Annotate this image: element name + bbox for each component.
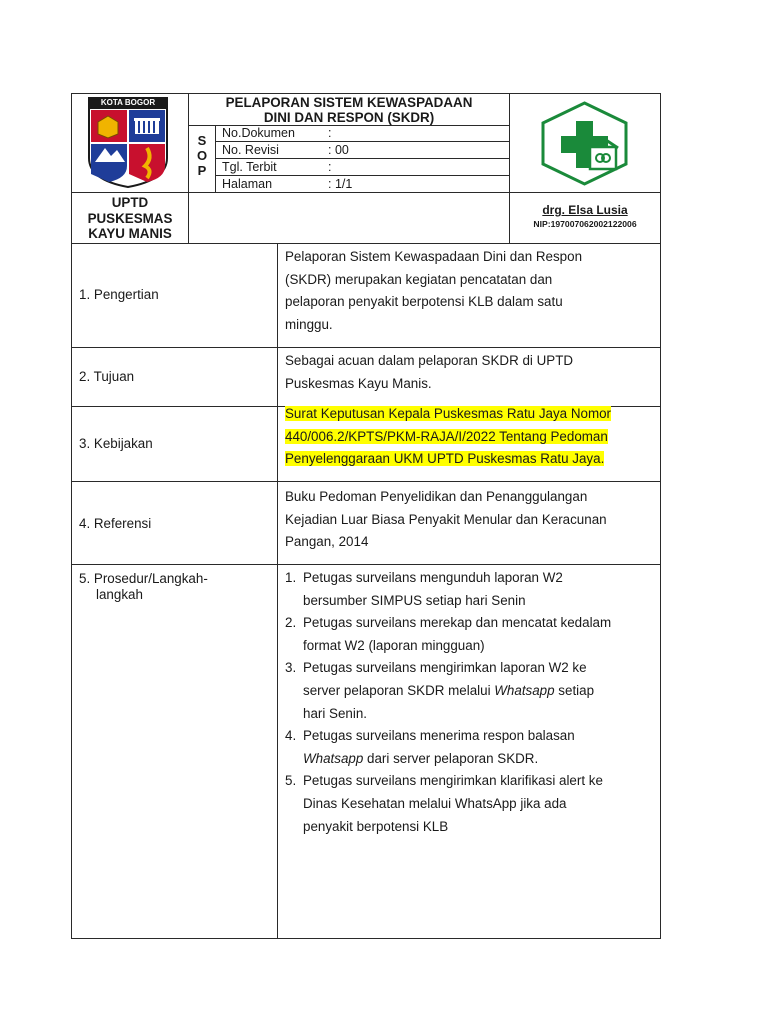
kota-bogor-crest: [87, 96, 169, 188]
label-line-2: langkah: [96, 586, 143, 602]
org-line-1: UPTD: [111, 195, 149, 210]
step-line: Petugas surveilans menerima respon balasan: [303, 728, 575, 744]
sop-label: [189, 133, 215, 178]
section-label-referensi: 4. Referensi: [79, 516, 152, 531]
section-content-tujuan: [285, 350, 573, 395]
signatory-nip: NIP:197007062002122006: [533, 219, 637, 229]
sop-letter-s: S: [197, 133, 207, 148]
puskesmas-emblem: [540, 101, 629, 186]
step-line: Dinas Kesehatan melalui WhatsApp jika ada: [303, 795, 567, 811]
procedure-step: [285, 725, 611, 770]
label-line-1: 5. Prosedur/Langkah-: [79, 571, 208, 586]
step-number: 2.: [285, 615, 297, 631]
step-italic-text: Whatsapp: [494, 682, 555, 698]
highlighted-line: 440/006.2/KPTS/PKM-RAJA/I/2022 Tentang Pedoman: [285, 428, 608, 444]
procedure-list: [285, 567, 611, 838]
step-line: Petugas surveilans mengirimkan laporan W2 ke: [303, 660, 587, 676]
crest-city-label: KOTA BOGOR: [100, 98, 156, 107]
organization-name: [72, 195, 188, 242]
meta-value-tgl-terbit: :: [328, 160, 332, 174]
content-line: Sebagai acuan dalam pelaporan SKDR di UPTD: [285, 353, 574, 368]
content-line: Puskesmas Kayu Manis.: [285, 375, 432, 391]
meta-label-no-revisi: No. Revisi: [222, 143, 279, 157]
step-line: Petugas surveilans merekap dan mencatat kedalam: [303, 615, 612, 631]
meta-label-halaman: Halaman: [222, 177, 273, 191]
signatory-name: drg. Elsa Lusia: [542, 203, 628, 217]
content-line: Buku Pedoman Penyelidikan dan Penanggulangan: [285, 489, 588, 504]
step-number: 1.: [285, 570, 297, 585]
title-line-2: DINI DAN RESPON (SKDR): [263, 110, 435, 125]
sop-letter-p: P: [197, 163, 207, 178]
step-line: format W2 (laporan mingguan): [303, 637, 485, 653]
procedure-step: [285, 770, 611, 838]
meta-value-no-dokumen: :: [328, 126, 332, 140]
section-label-prosedur: [79, 571, 208, 602]
section-label-tujuan: 2. Tujuan: [79, 369, 135, 384]
procedure-step: [285, 657, 611, 725]
section-label-pengertian: 1. Pengertian: [79, 287, 159, 302]
content-line: Pelaporan Sistem Kewaspadaan Dini dan Respon: [285, 249, 583, 264]
step-text: server pelaporan SKDR melalui: [303, 682, 495, 698]
highlighted-line: Surat Keputusan Kepala Puskesmas Ratu Jaya Nomor: [285, 406, 612, 421]
step-number: 5.: [285, 773, 297, 789]
procedure-step: [285, 567, 611, 612]
step-line: bersumber SIMPUS setiap hari Senin: [303, 592, 526, 608]
step-number: 4.: [285, 728, 297, 744]
step-line: hari Senin.: [303, 705, 368, 721]
sop-letter-o: O: [196, 148, 208, 163]
document-title: [189, 95, 509, 125]
meta-label-no-dokumen: No.Dokumen: [222, 126, 295, 140]
org-line-2: PUSKESMAS: [87, 210, 173, 226]
content-line: pelaporan penyakit berpotensi KLB dalam satu: [285, 294, 563, 310]
step-line: Petugas surveilans mengirimkan klarifikasi alert ke: [303, 773, 603, 789]
highlighted-line: Penyelenggaraan UKM UPTD Puskesmas Ratu Jaya.: [285, 451, 605, 467]
meta-label-tgl-terbit: Tgl. Terbit: [222, 160, 277, 174]
section-content-referensi: [285, 486, 607, 554]
meta-value-no-revisi: : 00: [328, 143, 349, 157]
step-number: 3.: [285, 660, 297, 676]
title-line-1: PELAPORAN SISTEM KEWASPADAAN: [225, 95, 473, 110]
signatory-block: [510, 203, 660, 230]
step-line: penyakit berpotensi KLB: [303, 818, 449, 834]
step-line: Petugas surveilans mengunduh laporan W2: [303, 570, 563, 585]
step-line: [303, 748, 611, 771]
step-text: setiap: [554, 682, 595, 698]
content-line: (SKDR) merupakan kegiatan pencatatan dan: [285, 271, 553, 287]
procedure-step: [285, 612, 611, 657]
section-label-kebijakan: 3. Kebijakan: [79, 436, 153, 451]
content-line: Kejadian Luar Biasa Penyakit Menular dan Keracunan: [285, 511, 607, 527]
org-line-3: KAYU MANIS: [88, 226, 172, 241]
section-content-kebijakan: [285, 403, 611, 471]
section-content-pengertian: [285, 246, 582, 336]
step-text: dari server pelaporan SKDR.: [363, 750, 539, 766]
content-line: Pangan, 2014: [285, 534, 369, 550]
content-line: minggu.: [285, 316, 333, 332]
step-italic-text: Whatsapp: [303, 750, 364, 766]
meta-value-halaman: : 1/1: [328, 177, 353, 191]
section-content-prosedur: [285, 567, 611, 838]
step-line: [303, 680, 611, 703]
